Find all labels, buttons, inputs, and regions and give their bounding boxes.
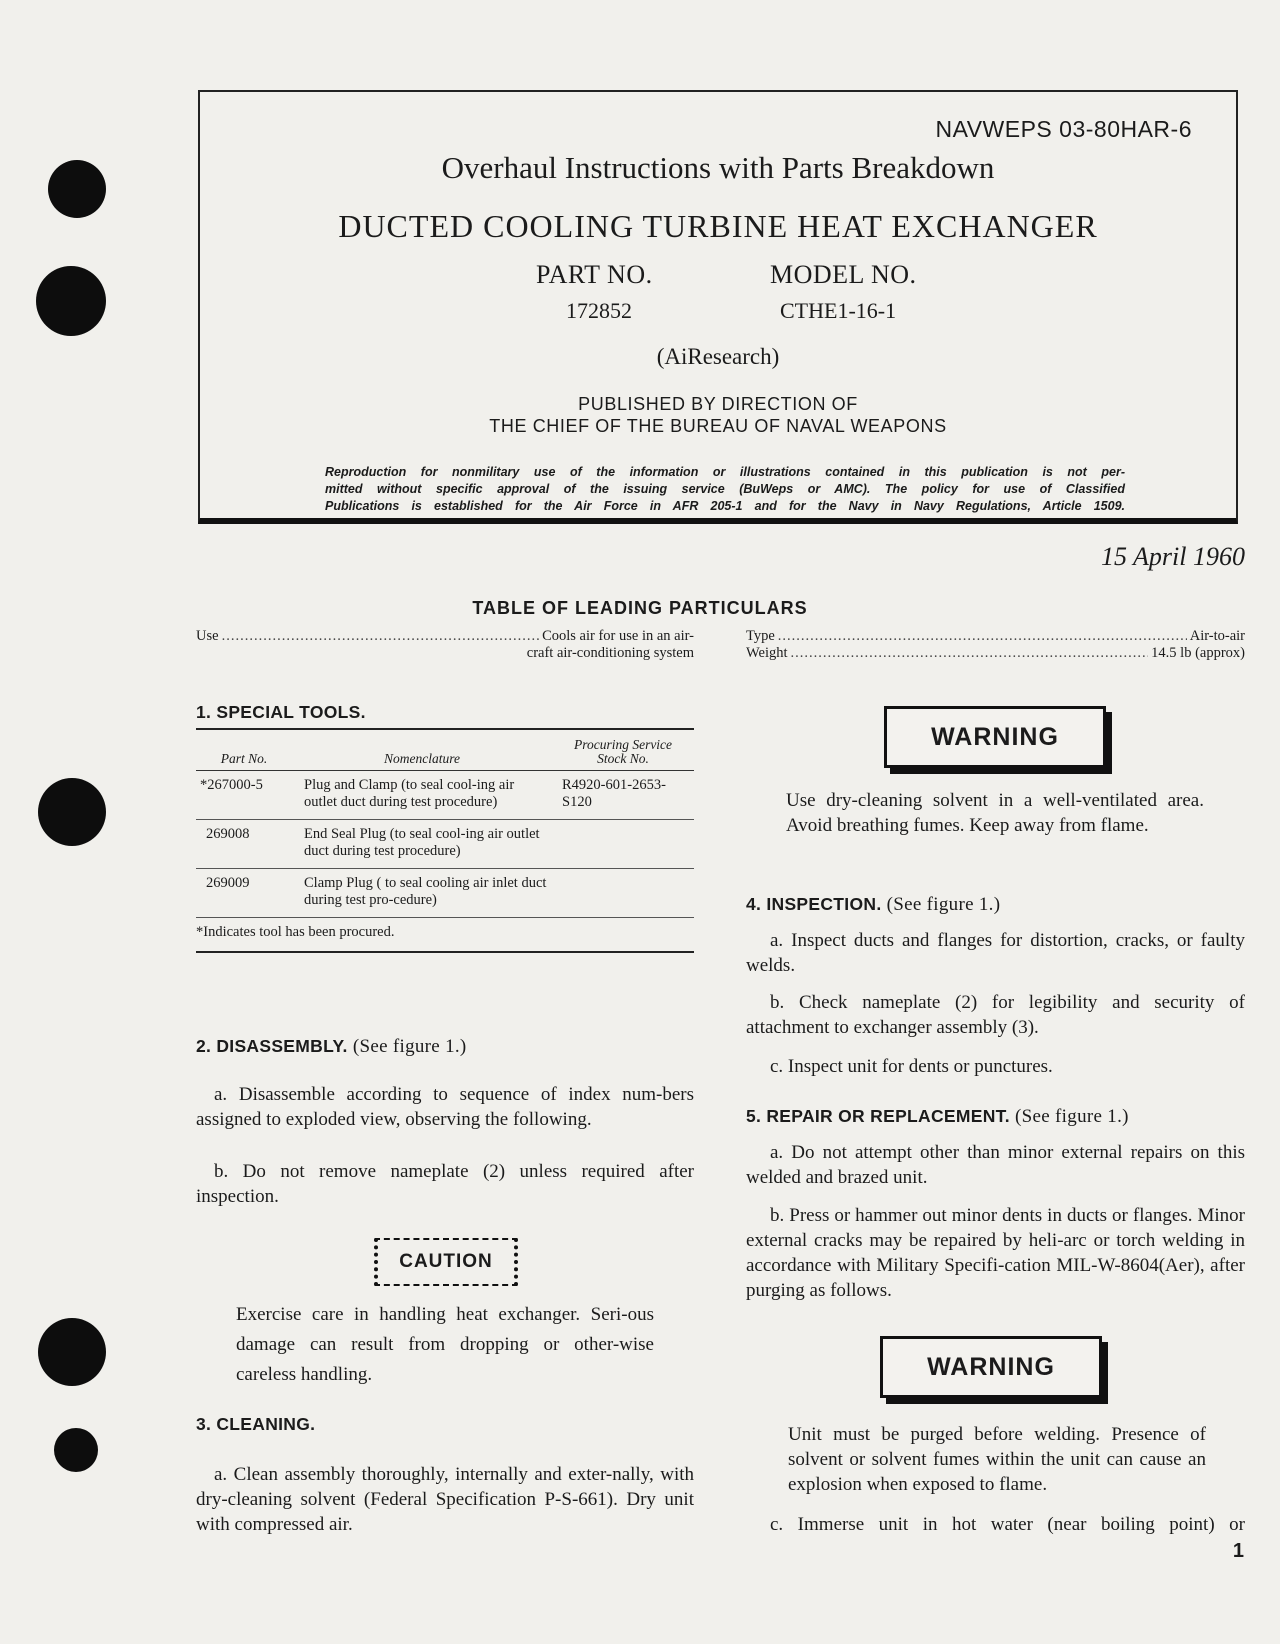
warning-text: Unit must be purged before welding. Presence of solvent or solvent fumes within the unit can cause an explosion when exposed to flame. (788, 1424, 1206, 1495)
binder-hole (54, 1428, 98, 1472)
document-title: DUCTED COOLING TURBINE HEAT EXCHANGER (338, 208, 1098, 244)
inspection-para-c: c. Inspect unit for dents or punctures. (770, 1056, 1053, 1077)
cleaning-heading: 3. CLEANING. (196, 1414, 316, 1434)
manufacturer: (AiResearch) (656, 344, 780, 369)
tool-nomenclature: Clamp Plug ( to seal cooling air inlet duct during test pro-cedure) (292, 869, 552, 918)
warning-label: WARNING (884, 706, 1106, 768)
lp-use-row-cont (470, 645, 694, 662)
binder-hole (38, 1318, 106, 1386)
leading-particulars-title: TABLE OF LEADING PARTICULARS (472, 598, 808, 618)
caution-label: CAUTION (374, 1238, 518, 1286)
reproduction-notice (325, 464, 1125, 515)
lp-weight-label: Weight (746, 645, 788, 661)
repair-para-a: a. Do not attempt other than minor external repairs on this welded and brazed unit. (746, 1142, 1245, 1188)
document-number: NAVWEPS 03-80HAR-6 (935, 116, 1192, 142)
figure-reference: (See figure 1.) (886, 894, 1001, 915)
lp-use-row (196, 628, 694, 645)
table-header-row (196, 729, 694, 771)
warning-text: Use dry-cleaning solvent in a well-ventilated area. Avoid breathing fumes. Keep away from flame. (786, 790, 1204, 836)
cleaning-para-a: a. Clean assembly thoroughly, internally and exter-nally, with dry-cleaning solvent (Federal Specification P-S-661). Dry unit with compressed air. (196, 1464, 694, 1535)
figure-reference: (See figure 1.) (352, 1036, 467, 1057)
table-footnote-row (196, 918, 694, 953)
col-part-no: Part No. (196, 729, 292, 771)
page-number: 1 (1232, 1540, 1244, 1562)
tool-stock-no (552, 869, 694, 918)
repair-para-b: b. Press or hammer out minor dents in ducts or flanges. Minor external cracks may be repaired by heli-arc or torch welding in accordance with Military Specifi-cation MIL-W-8604(Aer), after purging as follows. (746, 1205, 1245, 1301)
published-by-line2: THE CHIEF OF THE BUREAU OF NAVAL WEAPONS (489, 416, 947, 436)
tool-nomenclature: End Seal Plug (to seal cool-ing air outlet duct during test procedure) (292, 820, 552, 869)
publication-date: 15 April 1960 (1101, 542, 1245, 571)
part-no-label: PART NO. (536, 260, 653, 289)
tool-stock-no (552, 820, 694, 869)
tool-stock-no: R4920-601-2653-S120 (552, 771, 694, 820)
leader-dots (222, 628, 540, 645)
binder-hole (48, 160, 106, 218)
disassembly-heading (196, 1036, 467, 1058)
caution-text: Exercise care in handling heat exchanger. Seri-ous damage can result from dropping or other-wise careless handling. (236, 1304, 654, 1385)
col-stock-line1: Procuring Service (573, 737, 673, 752)
figure-reference: (See figure 1.) (1015, 1106, 1129, 1127)
col-nomenclature: Nomenclature (292, 729, 552, 771)
repair-heading (746, 1106, 1129, 1128)
table-row (196, 820, 694, 869)
document-subtitle: Overhaul Instructions with Parts Breakdown (441, 150, 995, 185)
lp-use-label: Use (196, 628, 219, 644)
tool-part-no: *267000-5 (196, 771, 292, 820)
notice-line: Reproduction for nonmilitary use of the information or illustrations contained in this publication is not per- (325, 465, 1125, 479)
inspection-heading-text: 4. INSPECTION. (746, 894, 882, 914)
inspection-heading (746, 894, 1000, 916)
lp-weight-value: 14.5 lb (approx) (1151, 645, 1245, 661)
leader-dots (778, 628, 1187, 645)
tool-part-no: 269008 (196, 820, 292, 869)
notice-line: mitted without specific approval of the issuing service (BuWeps or AMC). The policy for use of Classified (325, 482, 1125, 496)
lp-use-value: Cools air for use in an air- (542, 628, 694, 644)
inspection-para-a: a. Inspect ducts and flanges for distortion, cracks, or faulty welds. (746, 930, 1245, 976)
lp-weight-row (746, 645, 1245, 662)
tool-nomenclature: Plug and Clamp (to seal cool-ing air outlet duct during test procedure) (292, 771, 552, 820)
repair-para-c: c. Immerse unit in hot water (near boiling point) or (770, 1514, 1245, 1535)
repair-heading-text: 5. REPAIR OR REPLACEMENT. (746, 1106, 1010, 1126)
warning-label: WARNING (880, 1336, 1102, 1398)
binder-hole (38, 778, 106, 846)
lp-type-row (746, 628, 1245, 645)
leader-dots (791, 645, 1149, 662)
inspection-para-b: b. Check nameplate (2) for legibility and security of attachment to exchanger assembly (3). (746, 992, 1245, 1038)
notice-line: Publications is established for the Air Force in AFR 205-1 and for the Navy in Navy Regulations, Article 1509. (325, 499, 1125, 513)
disassembly-para-a: a. Disassemble according to sequence of index num-bers assigned to exploded view, observing the following. (196, 1084, 694, 1130)
lp-type-value: Air-to-air (1189, 628, 1245, 644)
col-stock-no (552, 729, 694, 771)
table-row (196, 771, 694, 820)
special-tools-table (196, 728, 694, 953)
binder-hole (36, 266, 106, 336)
model-no-value: CTHE1-16-1 (780, 298, 897, 323)
title-block (198, 90, 1238, 524)
table-row (196, 869, 694, 918)
disassembly-para-b: b. Do not remove nameplate (2) unless required after inspection. (196, 1161, 694, 1207)
model-no-label: MODEL NO. (770, 260, 917, 289)
part-no-value: 172852 (566, 298, 632, 323)
special-tools-heading: 1. SPECIAL TOOLS. (196, 702, 366, 722)
table-footnote: *Indicates tool has been procured. (196, 924, 395, 940)
disassembly-heading-text: 2. DISASSEMBLY. (196, 1036, 348, 1056)
published-by-line1: PUBLISHED BY DIRECTION OF (578, 394, 858, 414)
lp-type-label: Type (746, 628, 775, 644)
tool-part-no: 269009 (196, 869, 292, 918)
col-stock-line2: Stock No. (597, 751, 649, 766)
lp-use-value-cont: craft air-conditioning system (526, 645, 694, 661)
